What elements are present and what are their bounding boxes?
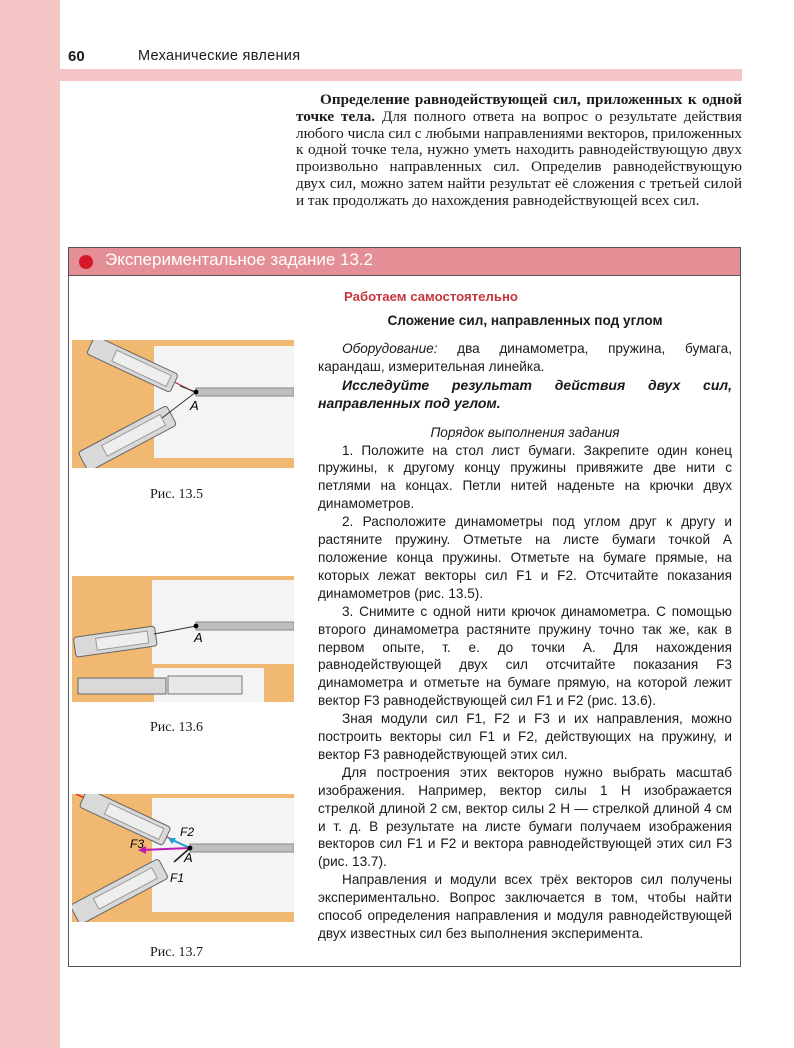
equipment-label: Оборудование: xyxy=(342,340,438,356)
fig3-f1-label: F1 xyxy=(170,871,185,885)
fig2-point-label: A xyxy=(194,630,203,645)
header-rule xyxy=(60,69,742,81)
paragraph-moduli: Зная модули сил F1, F2 и F3 и их направления, можно построить векторы сил F1 и F2, действующих на пружину, и вектор F3 равнодействующей этих сил. xyxy=(318,711,732,762)
page-number: 60 xyxy=(68,48,85,65)
task-header-bar xyxy=(69,248,740,276)
task-subtitle: Сложение сил, направленных под углом xyxy=(387,312,663,328)
procedure-title: Порядок выполнения задания xyxy=(430,424,620,440)
figure-13-6-photo xyxy=(72,576,294,702)
side-strip xyxy=(0,0,60,1048)
paragraph-scale: Для построения этих векторов нужно выбрать масштаб изображения. Например, вектор силы 1 Н изображается стрелкой длиной 2 см, вектор силы 2 Н — стрелкой длиной 4 см и т. д. В результате на листе бумаги получаем изображения векторов сил F1 и F2 и вектора равнодействующей этих сил F3 (рис. 13.7). xyxy=(318,764,732,870)
task-bullet-icon xyxy=(79,255,93,269)
paragraph-conclusion: Направления и модули всех трёх векторов сил получены экспериментально. Вопрос заключается в том, чтобы найти способ определения направления и модуля равнодействующей двух известных сил без выполнения эксперимента. xyxy=(318,872,732,941)
fig3-point-label: A xyxy=(184,850,193,865)
fig3-f2-label: F2 xyxy=(180,825,195,839)
equipment-paragraph xyxy=(318,340,732,376)
figure-13-5-photo xyxy=(72,340,294,468)
step-2: 2. Расположите динамометры под углом друг к другу и растяните пружину. Отметьте на листе бумаги точкой A положение конца пружины. Отметьте на бумаге прямые, на которых лежат векторы сил F1 и F2. Отсчитайте показания динамометров (рис. 13.5). xyxy=(318,514,732,601)
figure-13-7-caption: Рис. 13.7 xyxy=(150,945,203,960)
intro-text: Для полного ответа на вопрос о результате действия любого числа сил с любыми направлениями векторов, приложенных к одной точке тела, нужно уметь находить равнодействующую двух произвольно направленных сил. Определив равнодействующую двух сил, можно затем найти результат её сложения с третьей силой и так продолжать до нахождения равнодействующей всех сил. xyxy=(296,107,742,209)
figure-13-7-photo xyxy=(72,794,294,922)
intro-bold-lead: Определение равнодействующей сил, приложенных к одной точке тела. xyxy=(296,91,742,125)
intro-paragraph xyxy=(296,92,742,210)
figure-13-5-caption: Рис. 13.5 xyxy=(150,487,203,502)
task-title: Экспериментальное задание 13.2 xyxy=(105,250,374,269)
step-3: 3. Снимите с одной нити крючок динамометра. С помощью второго динамометра растяните пружину точно так же, как в первом опыте, т. е. до точки A. Для нахождения равнодействующей двух сил отсчитайте показания F3 динамометра и отметьте на бумаге прямую, на которой лежит вектор F3 равнодействующей сил F1 и F2 (рис. 13.6). xyxy=(318,603,732,709)
page-header xyxy=(60,44,740,68)
fig3-f3-label: F3 xyxy=(130,837,145,851)
figure-13-6-caption: Рис. 13.6 xyxy=(150,720,203,735)
work-label: Работаем самостоятельно xyxy=(344,289,518,304)
task-text-column xyxy=(318,282,732,943)
fig1-point-label: A xyxy=(190,398,199,413)
step-1: 1. Положите на стол лист бумаги. Закрепите один конец пружины, к другому концу пружины привяжите две нити с петлями на концах. Петли нитей наденьте на крючки двух динамометров. xyxy=(318,442,732,512)
equipment-text: два динамометра, пружина, бумага, карандаш, измерительная линейка. xyxy=(318,340,732,374)
running-title: Механические явления xyxy=(138,48,301,64)
task-goal: Исследуйте результат действия двух сил, направленных под углом. xyxy=(318,376,732,411)
